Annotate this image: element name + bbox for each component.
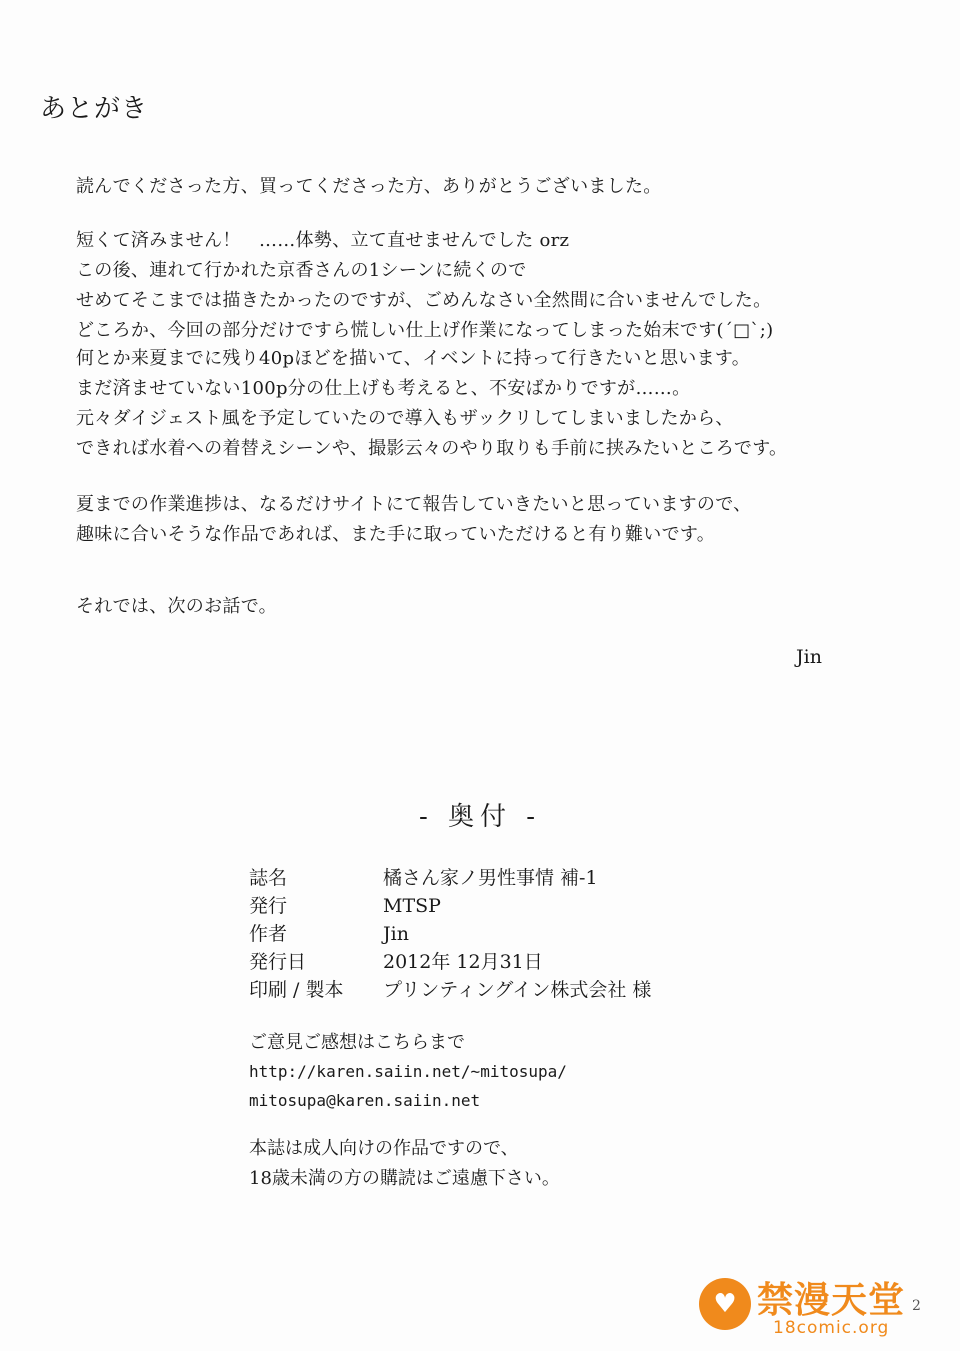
page-number: 2 [912,1298,921,1314]
text-line: 18歳未満の方の購読はご遠慮下さい。 [249,1168,560,1189]
text-line: 趣味に合いそうな作品であれば、また手に取っていただけると有り難いです。 [76,524,716,545]
colophon-row [249,948,651,976]
colophon-value: プリンティングイン株式会社 様 [383,979,652,1001]
colophon-row [249,892,651,920]
text-line: それでは、次のお話で。 [76,596,277,617]
signature: Jin [796,646,822,668]
colophon-key: 発行 [249,895,288,917]
text-line: 元々ダイジェスト風を予定していたので導入もザックリしてしまいましたから、 [76,408,734,429]
text-line: できれば水着への着替えシーンや、撮影云々のやり取りも手前に挟みたいところです。 [76,438,788,459]
text-line: まだ済ませていない100p分の仕上げも考えると、不安ばかりですが……。 [76,378,691,399]
text-line: 短くて済みません！ ……体勢、立て直せませんでした orz [76,230,570,251]
colophon-value: 2012年 12月31日 [383,951,543,973]
colophon-table [249,864,651,1004]
colophon-key: 誌名 [249,867,288,889]
colophon-key: 作者 [249,923,288,945]
contact-url-link[interactable]: http://karen.saiin.net/~mitosupa/ [249,1062,567,1081]
colophon-row [249,976,651,1004]
paragraph-apology [76,226,773,346]
colophon-value: 橘さん家ノ男性事情 補-1 [383,867,598,889]
age-notice [249,1134,560,1194]
text-line: 何とか来夏までに残り40pほどを描いて、イベントに持って行きたいと思います。 [76,348,751,369]
colophon-key: 発行日 [249,951,307,973]
colophon-row [249,920,651,948]
watermark [695,1268,925,1344]
watermark-subtext: 18comic.org [773,1318,890,1338]
contact-block [249,1028,567,1115]
text-line: 夏までの作業進捗は、なるだけサイトにて報告していきたいと思っていますので、 [76,494,752,515]
colophon-value: Jin [383,923,409,945]
paragraph-thanks [76,172,662,202]
heart-logo-icon: ♥ [699,1278,751,1330]
paragraph-plans [76,344,787,464]
text-line: この後、連れて行かれた京香さんの1シーンに続くので [76,260,527,281]
colophon-row [249,864,651,892]
contact-label: ご意見ご感想はこちらまで [249,1032,465,1053]
colophon-key: 印刷 / 製本 [249,979,344,1001]
colophon-value: MTSP [383,895,441,917]
page-title: あとがき [40,94,149,124]
contact-email-link[interactable]: mitosupa@karen.saiin.net [249,1091,481,1110]
text-line: せめてそこまでは描きたかったのですが、ごめんなさい全然間に合いませんでした。 [76,290,772,311]
text-line: 本誌は成人向けの作品ですので、 [249,1138,519,1159]
watermark-text: 禁漫天堂 [757,1280,906,1321]
paragraph-closing [76,592,277,622]
text-line: 読んでくださった方、買ってくださった方、ありがとうございました。 [76,176,662,197]
colophon-heading: - 奥付 - [418,802,542,832]
paragraph-progress [76,490,751,550]
text-line: どころか、今回の部分だけですら慌しい仕上げ作業になってしまった始末です(´□`;) [76,320,774,341]
